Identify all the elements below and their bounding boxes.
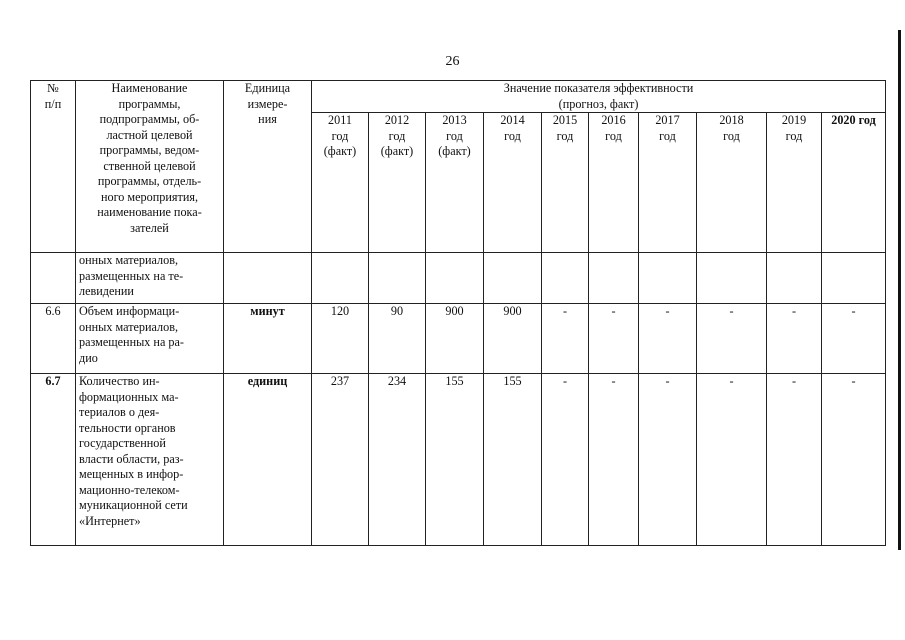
header-row-1 — [31, 81, 886, 113]
row-value: - — [542, 374, 589, 546]
row-name: Количество ин- формационных ма- териалов о дея- тельности органов государственной власти области, раз- мещенных в инфор- мационно-телеком- муникационной сети «Интернет» — [76, 374, 224, 546]
row-value — [639, 253, 697, 304]
row-value — [542, 253, 589, 304]
indicator-table — [30, 80, 886, 546]
row-value: 900 — [426, 304, 484, 374]
header-year-2015: 2015 год — [542, 113, 589, 253]
row-value: - — [542, 304, 589, 374]
row-value: 234 — [369, 374, 426, 546]
table-row — [31, 374, 886, 546]
row-value — [822, 253, 886, 304]
header-indicator: Значение показателя эффективности (прогноз, факт) — [312, 81, 886, 113]
row-value: 155 — [484, 374, 542, 546]
header-year-2019: 2019 год — [767, 113, 822, 253]
table-row — [31, 304, 886, 374]
row-value — [426, 253, 484, 304]
header-year-2011: 2011 год (факт) — [312, 113, 369, 253]
header-year-2013: 2013 год (факт) — [426, 113, 484, 253]
header-year-2014: 2014 год — [484, 113, 542, 253]
row-value: - — [639, 304, 697, 374]
row-no: 6.6 — [31, 304, 76, 374]
row-value — [589, 253, 639, 304]
row-value: 155 — [426, 374, 484, 546]
row-no: 6.7 — [31, 374, 76, 546]
row-unit: единиц — [224, 374, 312, 546]
header-year-2016: 2016 год — [589, 113, 639, 253]
row-name: онных материалов, размещенных на те- левидении — [76, 253, 224, 304]
row-value — [484, 253, 542, 304]
row-no — [31, 253, 76, 304]
row-value — [697, 253, 767, 304]
row-unit — [224, 253, 312, 304]
row-value: 237 — [312, 374, 369, 546]
row-value: - — [822, 304, 886, 374]
row-value: - — [767, 304, 822, 374]
row-value: - — [767, 374, 822, 546]
table-row — [31, 253, 886, 304]
header-year-2018: 2018 год — [697, 113, 767, 253]
header-name: Наименование программы, подпрограммы, об- ластной целевой программы, ведом- ственной целевой программы, отдель- ного мероприятия, наименование пока- зателей — [76, 81, 224, 253]
header-year-2017: 2017 год — [639, 113, 697, 253]
row-value: - — [639, 374, 697, 546]
row-value — [767, 253, 822, 304]
header-year-2012: 2012 год (факт) — [369, 113, 426, 253]
header-no: № п/п — [31, 81, 76, 253]
row-value: - — [589, 304, 639, 374]
row-value — [369, 253, 426, 304]
row-value — [312, 253, 369, 304]
row-name: Объем информаци- онных материалов, размещенных на ра- дио — [76, 304, 224, 374]
row-value: - — [822, 374, 886, 546]
header-unit: Единица измере- ния — [224, 81, 312, 253]
scan-edge-bar — [898, 30, 901, 550]
row-unit: минут — [224, 304, 312, 374]
row-value: 900 — [484, 304, 542, 374]
row-value: 90 — [369, 304, 426, 374]
row-value: - — [697, 304, 767, 374]
row-value: - — [589, 374, 639, 546]
header-year-2020: 2020 год — [822, 113, 886, 253]
page-number: 26 — [445, 54, 460, 69]
row-value: 120 — [312, 304, 369, 374]
row-value: - — [697, 374, 767, 546]
